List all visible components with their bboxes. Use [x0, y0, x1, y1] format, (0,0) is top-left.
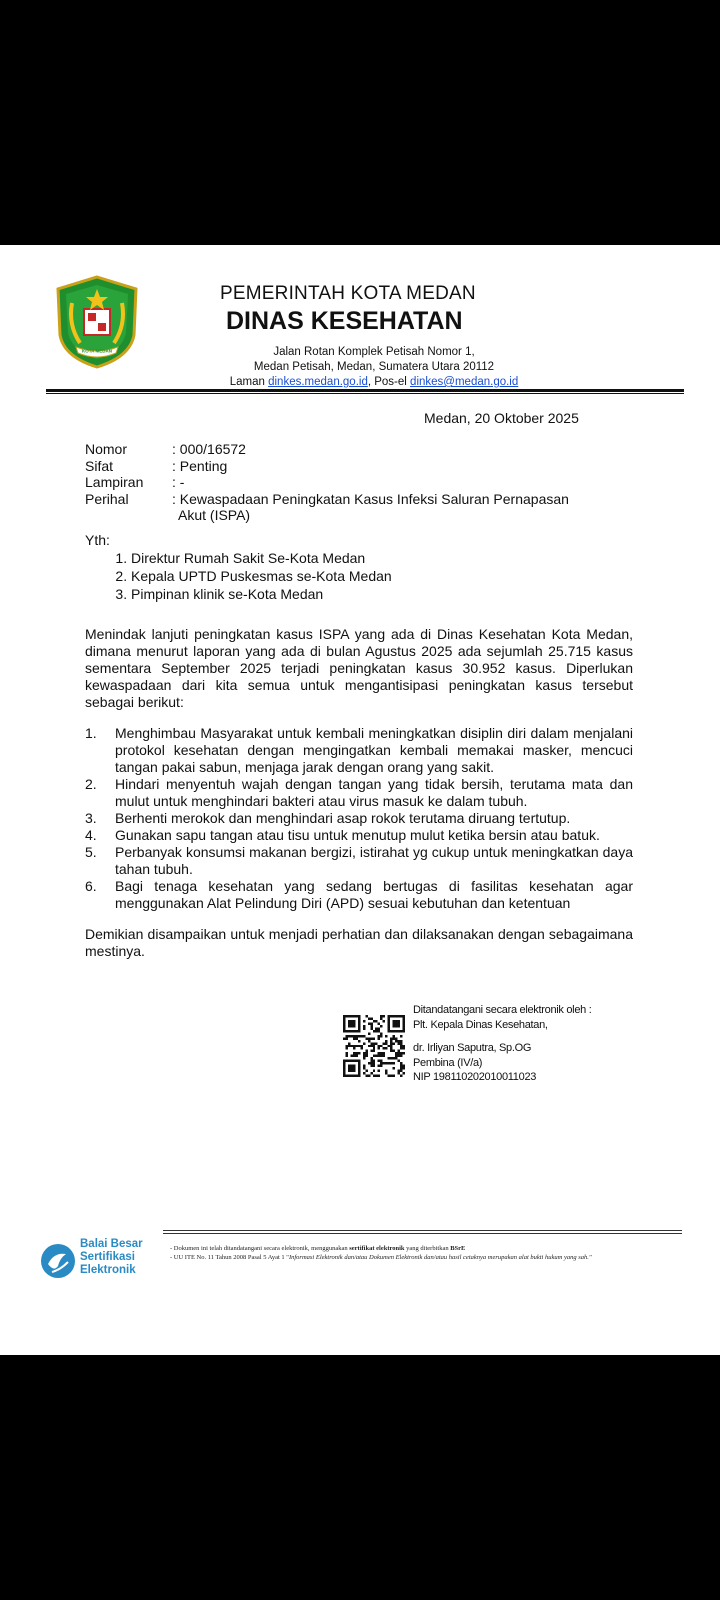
recipient-item: 2. Kepala UPTD Puskesmas se-Kota Medan — [131, 567, 392, 585]
item-text: Hindari menyentuh wajah dengan tangan yang tidak bersih, terutama mata dan mulut untuk menghindari bakteri atau virus masuk ke dalam tubuh. — [115, 776, 633, 809]
list-item — [85, 878, 633, 912]
note-text: yang diterbitkan — [404, 1245, 451, 1252]
salutation: Yth: — [85, 532, 110, 548]
signer-nip: NIP 198110202010011023 — [413, 1071, 537, 1083]
item-number: 2. — [85, 776, 97, 792]
kota-medan-emblem-icon — [54, 275, 140, 369]
list-item — [85, 844, 633, 878]
item-text: Perbanyak konsumsi makanan bergizi, istirahat yg cukup untuk meningkatkan daya tahan tubuh. — [115, 844, 633, 877]
meta-value: : Penting — [172, 457, 228, 474]
header-divider — [46, 393, 684, 394]
item-number: 4. — [85, 827, 97, 843]
government-name: PEMERINTAH KOTA MEDAN — [220, 283, 476, 304]
list-item — [85, 725, 633, 776]
item-text: Berhenti merokok dan menghindari asap rokok terutama diruang tertutup. — [115, 810, 571, 826]
signature-block — [413, 1003, 591, 1085]
recipient-item: 3. Pimpinan klinik se-Kota Medan — [131, 585, 392, 603]
meta-row — [85, 491, 592, 524]
address-line: Medan Petisah, Medan, Sumatera Utara 20112 — [253, 361, 495, 373]
meta-value — [172, 491, 592, 524]
contact-line — [214, 375, 534, 390]
meta-row — [85, 474, 592, 491]
email-link[interactable]: dinkes@medan.go.id — [410, 376, 519, 388]
letter-meta — [85, 441, 592, 524]
subject-line: Akut (ISPA) — [178, 507, 251, 523]
letter-page — [0, 245, 720, 1355]
meta-key: Perihal — [85, 490, 129, 507]
item-number: 6. — [85, 878, 97, 894]
meta-key: Nomor — [85, 441, 128, 457]
recipient-item: 1. Direktur Rumah Sakit Se-Kota Medan — [131, 549, 392, 567]
meta-key: Lampiran — [85, 474, 144, 490]
point-list — [85, 725, 633, 912]
meta-row — [85, 441, 592, 458]
note-text: - UU ITE No. 11 Tahun 2008 Pasal 5 Ayat 1 " — [170, 1253, 289, 1261]
letter-date: Medan, 20 Oktober 2025 — [424, 410, 579, 426]
bsre-line: Sertifikasi — [80, 1251, 135, 1263]
bsre-logo-icon — [40, 1242, 76, 1280]
signature-line: Ditandatangani secara elektronik oleh : — [413, 1004, 592, 1016]
subject-line: : Kewaspadaan Peningkatan Kasus Infeksi Saluran Pernapasan — [172, 490, 569, 507]
closing-paragraph: Demikian disampaikan untuk menjadi perhatian dan dilaksanakan dengan sebagaimana mestinya. — [85, 926, 633, 959]
bsre-line: Balai Besar — [80, 1238, 143, 1250]
meta-value: : 000/16572 — [172, 441, 246, 457]
intro-paragraph: Menindak lanjuti peningkatan kasus ISPA yang ada di Dinas Kesehatan Kota Medan, dimana menurut laporan yang ada di bulan Agustus 2025 ada sejumlah 25.715 kasus sementara September 2025 terjadi peningkatan kasus 30.952 kasus. Diperlukan kewaspadaan dari kita semua untuk mengantisipasi peningkatan kasus tersebut sebagai berikut: — [85, 626, 633, 710]
qr-code-icon — [343, 1015, 405, 1077]
footer-divider — [163, 1233, 682, 1234]
bsre-line: Elektronik — [80, 1264, 136, 1276]
note-text: BSrE — [450, 1245, 466, 1252]
header-divider — [46, 389, 684, 392]
item-text: Menghimbau Masyarakat untuk kembali meningkatkan disiplin diri dalam menjalani protokol kesehatan dengan mengingatkan kembali memakai masker, mencuci tangan pakai sabun, menjaga jarak dengan orang yang sakit. — [115, 725, 633, 775]
svg-text:KOTA MEDAN: KOTA MEDAN — [82, 348, 112, 354]
department-name: DINAS KESEHATAN — [226, 307, 463, 335]
note-text: - Dokumen ini telah ditandatangani secara elektronik, menggunakan — [170, 1245, 350, 1252]
item-number: 3. — [85, 810, 97, 826]
bsre-name — [80, 1238, 143, 1277]
email-label: , Pos-el — [367, 376, 407, 388]
note-text: Informasi Elektronik dan/atau Dokumen Elektronik dan/atau hasil cetaknya merupakan alat bukti hukum yang sah." — [288, 1253, 592, 1261]
address-block — [214, 345, 534, 390]
item-number: 5. — [85, 844, 97, 860]
item-text: Bagi tenaga kesehatan yang sedang bertugas di fasilitas kesehatan agar menggunakan Alat Pelindung Diri (APD) sesuai kebutuhan dan ketentuan — [115, 878, 633, 911]
list-item — [85, 776, 633, 810]
footer-divider — [163, 1230, 682, 1231]
footer-note — [170, 1245, 685, 1262]
website-label: Laman — [229, 376, 265, 388]
item-number: 1. — [85, 725, 97, 741]
list-item — [85, 827, 633, 844]
meta-row — [85, 458, 592, 475]
meta-key: Sifat — [85, 457, 114, 474]
website-link[interactable]: dinkes.medan.go.id — [268, 376, 368, 388]
list-item — [85, 810, 633, 827]
item-text: Gunakan sapu tangan atau tisu untuk menutup mulut ketika bersin atau batuk. — [115, 827, 600, 843]
signer-name: dr. Irliyan Saputra, Sp.OG — [413, 1042, 532, 1054]
footer-note-line — [170, 1245, 685, 1254]
footer-note-line — [170, 1254, 685, 1263]
meta-value: : - — [172, 474, 185, 490]
recipients — [85, 531, 392, 603]
signature-title: Plt. Kepala Dinas Kesehatan, — [413, 1018, 548, 1031]
signer-rank: Pembina (IV/a) — [413, 1056, 483, 1069]
address-line: Jalan Rotan Komplek Petisah Nomor 1, — [273, 346, 475, 358]
note-text: sertifikat elektronik — [349, 1245, 405, 1252]
